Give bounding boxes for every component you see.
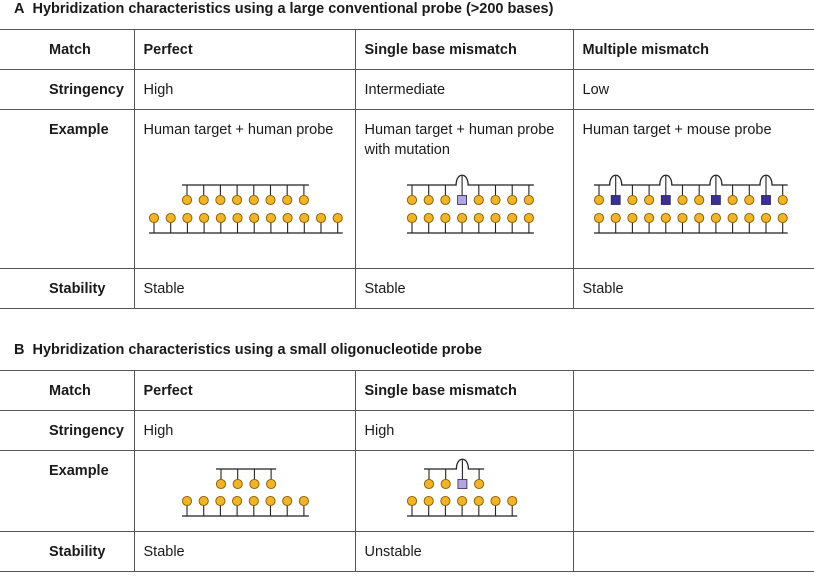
probe-base	[182, 195, 191, 204]
target-base	[728, 213, 737, 222]
row-label-stringency: Stringency	[49, 82, 124, 98]
target-base	[283, 213, 292, 222]
probe-base	[644, 195, 653, 204]
stability-value: Stable	[364, 281, 406, 297]
target-base	[661, 213, 670, 222]
row-label-stringency: Stringency	[49, 423, 124, 439]
table-b	[0, 370, 814, 572]
section-a-title	[14, 1, 553, 17]
target-base	[199, 213, 208, 222]
probe-base	[233, 479, 242, 488]
table-a-row-stringency	[0, 70, 814, 110]
mismatch-base	[661, 196, 670, 205]
mismatch-base	[611, 196, 620, 205]
table-b-row-stringency	[0, 411, 814, 451]
probe-base	[627, 195, 636, 204]
probe-base	[424, 479, 433, 488]
target-base	[711, 213, 720, 222]
target-base	[216, 213, 225, 222]
stability-value: Unstable	[364, 544, 422, 560]
probe-base	[440, 195, 449, 204]
target-base	[182, 496, 191, 505]
stringency-value	[574, 411, 814, 421]
match-perfect: Perfect	[143, 383, 193, 399]
target-base	[490, 496, 499, 505]
table-a-row-match	[0, 30, 814, 70]
section-b-letter: B	[14, 342, 25, 358]
target-base	[490, 213, 499, 222]
target-base	[611, 213, 620, 222]
row-label-stability: Stability	[49, 281, 106, 297]
match-perfect: Perfect	[143, 42, 193, 58]
target-base	[199, 496, 208, 505]
probe-base	[677, 195, 686, 204]
target-base	[407, 213, 416, 222]
probe-base	[778, 195, 787, 204]
target-base	[524, 213, 533, 222]
target-base	[282, 496, 291, 505]
probe-base	[407, 195, 416, 204]
mismatch-base	[457, 196, 466, 205]
stability-value: Stable	[143, 544, 185, 560]
probe-base	[744, 195, 753, 204]
row-label-stability: Stability	[49, 544, 106, 560]
table-b-row-stability	[0, 532, 814, 572]
target-base	[778, 213, 787, 222]
target-base	[761, 213, 770, 222]
target-base	[644, 213, 653, 222]
target-base	[149, 213, 158, 222]
example-text: Human target + human probe	[143, 122, 334, 138]
mismatch-base	[761, 196, 770, 205]
match-single-base-mismatch: Single base mismatch	[364, 383, 517, 399]
probe-base	[215, 195, 224, 204]
target-base	[440, 496, 449, 505]
example-text: Human target + mouse probe	[582, 122, 772, 138]
probe-base	[490, 195, 499, 204]
stability-value: Stable	[143, 281, 185, 297]
target-base	[507, 496, 516, 505]
diagram-a-multiple-mismatch	[574, 110, 814, 268]
probe-base	[694, 195, 703, 204]
stability-value	[574, 532, 814, 542]
mismatch-base	[457, 480, 466, 489]
target-base	[474, 213, 483, 222]
probe-base	[524, 195, 533, 204]
probe-base	[216, 479, 225, 488]
target-base	[249, 213, 258, 222]
target-base	[232, 496, 241, 505]
diagram-b-single-mismatch	[356, 451, 574, 531]
target-base	[182, 213, 191, 222]
table-a-row-stability	[0, 269, 814, 309]
target-base	[266, 213, 275, 222]
target-base	[744, 213, 753, 222]
target-base	[333, 213, 342, 222]
probe-base	[728, 195, 737, 204]
match-single-base-mismatch: Single base mismatch	[364, 42, 517, 58]
target-base	[677, 213, 686, 222]
section-b-title-text: Hybridization characteristics using a small oligonucleotide probe	[32, 342, 483, 358]
probe-base	[266, 479, 275, 488]
row-label-match: Match	[49, 42, 91, 58]
target-base	[440, 213, 449, 222]
target-base	[407, 496, 416, 505]
table-b-row-match	[0, 371, 814, 411]
target-base	[249, 496, 258, 505]
match-empty	[574, 371, 814, 381]
target-base	[457, 496, 466, 505]
probe-base	[441, 479, 450, 488]
target-base	[507, 213, 516, 222]
target-base	[265, 496, 274, 505]
section-a-letter: A	[14, 1, 25, 17]
target-base	[316, 213, 325, 222]
stringency-value: Intermediate	[364, 82, 446, 98]
probe-base	[594, 195, 603, 204]
probe-base	[474, 195, 483, 204]
section-b-title	[14, 342, 482, 358]
section-a-title-text: Hybridization characteristics using a large conventional probe (>200 bases)	[32, 1, 554, 17]
target-base	[594, 213, 603, 222]
probe-strand-backbone	[424, 459, 484, 469]
target-base	[457, 213, 466, 222]
stringency-value: High	[143, 82, 174, 98]
target-base	[299, 213, 308, 222]
target-base	[299, 496, 308, 505]
probe-base	[424, 195, 433, 204]
table-b-row-example	[0, 451, 814, 532]
example-text: Human target + human probe with mutation	[364, 122, 555, 158]
row-label-match: Match	[49, 383, 91, 399]
target-base	[424, 213, 433, 222]
match-multiple-mismatch: Multiple mismatch	[582, 42, 709, 58]
target-base	[166, 213, 175, 222]
target-base	[232, 213, 241, 222]
diagram-b-perfect	[135, 451, 356, 531]
target-base	[474, 496, 483, 505]
diagram-a-perfect	[135, 110, 356, 268]
probe-strand-backbone	[594, 175, 788, 185]
probe-strand-backbone	[407, 175, 534, 185]
row-label-example: Example	[49, 463, 109, 479]
table-a-row-example	[0, 110, 814, 269]
probe-base	[507, 195, 516, 204]
mismatch-base	[711, 196, 720, 205]
probe-base	[265, 195, 274, 204]
target-base	[215, 496, 224, 505]
table-a	[0, 29, 814, 309]
probe-base	[249, 479, 258, 488]
stringency-value: Low	[582, 82, 610, 98]
probe-base	[282, 195, 291, 204]
target-base	[627, 213, 636, 222]
row-label-example: Example	[49, 122, 109, 138]
diagram-a-single-mismatch	[356, 110, 574, 268]
stability-value: Stable	[582, 281, 624, 297]
target-base	[424, 496, 433, 505]
stringency-value: High	[143, 423, 174, 439]
stringency-value: High	[364, 423, 395, 439]
probe-base	[299, 195, 308, 204]
probe-base	[474, 479, 483, 488]
probe-base	[232, 195, 241, 204]
probe-base	[199, 195, 208, 204]
probe-base	[249, 195, 258, 204]
target-base	[694, 213, 703, 222]
